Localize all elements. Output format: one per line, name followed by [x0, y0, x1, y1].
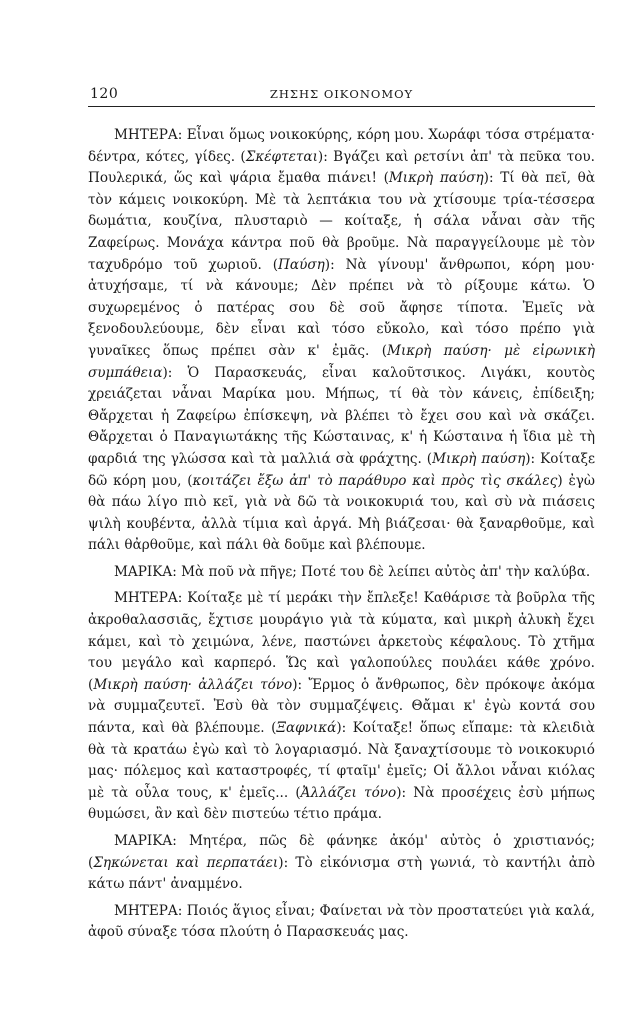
dialogue-paragraph — [88, 125, 595, 557]
stage-direction: Μικρὴ παύση· μὲ εἰρωνικὴ συμπάθεια — [88, 342, 595, 381]
page-number: 120 — [90, 86, 119, 102]
dialogue-paragraph — [88, 901, 595, 944]
stage-direction: Μικρὴ παύση — [432, 450, 526, 467]
stage-direction: Μικρὴ παύση· ἀλλάζει τόνο — [93, 676, 293, 693]
body-text — [88, 125, 595, 944]
book-page — [88, 86, 595, 949]
dialogue-paragraph — [88, 831, 595, 896]
dialogue-text: ΜΑΡΙΚΑ: Μητέρα, πῶς δὲ φάνηκε ἀκόμ' αὐτὸς ὁ χριστιανός; ( — [88, 833, 595, 871]
dialogue-text: ): Κοίταξε δῶ κόρη μου, ( — [88, 450, 596, 489]
dialogue-paragraph — [88, 588, 595, 826]
dialogue-text: ): Νὰ προσέχεις ἐσὺ μήπως θυμώσει, ἂν καὶ δὲν πιστεύω τέτιο πράμα. — [88, 784, 595, 823]
dialogue-text: ΜΗΤΕΡΑ: Εἶναι ὅμως νοικοκύρης, κόρη μου. Χωράφι τόσα στρέματα· δέντρα, κότες, γίδες. ( — [88, 127, 595, 165]
dialogue-text: ): Τί θὰ πεῖ, θὰ τὸν κάμεις νοικοκύρη. Μὲ τὰ λεπτάκια του νὰ χτίσουμε τρία-τέσσερα δωμάτια, κουζίνα, πλυσταριὸ — κοίταξε, ἡ σάλα νἆναι σὰν τῆς Ζαφείρως. Μονάχα κάντρα ποῦ θὰ βροῦμε. Νὰ παραγγείλουμε μὲ τὸν ταχυδρόμο τοῦ χωριοῦ. ( — [88, 170, 596, 273]
stage-direction: Παύση — [278, 256, 325, 273]
stage-direction: Σηκώνεται καὶ περπατάει — [93, 854, 279, 871]
dialogue-text: ): Ὁ Παρασκευάς, εἶναι καλοῦτσικος. Λιγάκι, κουτὸς χρειάζεται νἆναι Μαρίκα μου. Μήπως, τί θὰ τὸν κάνεις, ἐπίδειξη; Θἄρχεται ἡ Ζαφείρω ἐπίσκεψη, νὰ βλέπει τὸ ἔχει σου καὶ νὰ σκάζει. Θἄρχεται ὁ Παναγιωτάκης τῆς Κώσταινας, κ' ἡ Κώσταινα ἡ ἴδια μὲ τὴ φαρδιά της γλώσσα καὶ τὰ μαλλιά σὰ φράχτης. ( — [88, 364, 595, 467]
running-title: ΖΗΣΗΣ ΟΙΚΟΝΟΜΟΥ — [269, 87, 414, 101]
dialogue-text: ΜΗΤΕΡΑ: Ποιός ἅγιος εἶναι; Φαίνεται νὰ τὸν προστατεύει γιὰ καλά, ἀφοῦ σύναξε τόσα πλούτη ὁ Παρασκευάς μας. — [88, 902, 595, 941]
stage-direction: Σκέφτεται — [245, 148, 318, 165]
dialogue-text: ): Κοίταξε! ὅπως εἴπαμε: τὰ κλειδιὰ θὰ τὰ κρατάω ἐγὼ καὶ τὸ λογαριασμό. Νὰ ξαναχτίσουμε τὸ νοικοκυριό μας· πόλεμος καὶ καταστροφές, τί φταῖμ' ἐμεῖς; Οἱ ἄλλοι νἆναι κιόλας μὲ τὰ οὖλα τους, κ' ἐμεῖς... ( — [88, 720, 595, 801]
dialogue-text: ) ἐγὼ θὰ πάω λίγο πιὸ κεῖ, γιὰ νὰ δῶ τὰ νοικοκυριά του, καὶ σὺ νὰ πιάσεις ψιλὴ κουβέντα, ἀλλὰ τίμια καὶ ἀργά. Μὴ βιάζεσαι· θὰ ξαναρθοῦμε, καὶ πάλι θἀρθοῦμε, καὶ πάλι θὰ δοῦμε καὶ βλέπουμε. — [88, 472, 595, 554]
dialogue-paragraph — [88, 562, 595, 584]
dialogue-text: ): Βγάζει καὶ ρετσίνι ἀπ' τὰ πεῦκα του. Πουλερικά, ὥς καὶ ψάρια ἔμαθα πιάνει! ( — [88, 148, 595, 187]
stage-direction: Ἀλλάζει τόνο — [300, 784, 397, 801]
dialogue-text: ): Τὸ εἰκόνισμα στὴ γωνιά, τὸ καντήλι ἀπὸ κάτω πάντ' ἀναμμένο. — [88, 854, 596, 893]
page-header — [88, 86, 595, 107]
dialogue-text: ): Ἔρμος ὁ ἄνθρωπος, δὲν πρόκοψε ἀκόμα νὰ συμμαζευτεῖ. Ἐσὺ θὰ τὸν συμμαζέψεις. Θἄμαι κ' ἐγὼ κοντά σου πάντα, καὶ θὰ βλέπουμε. ( — [88, 676, 595, 737]
stage-direction: Ξαφνικά — [276, 720, 337, 737]
stage-direction: Μικρὴ παύση — [388, 170, 484, 187]
dialogue-text: ΜΑΡΙΚΑ: Μὰ ποῦ νὰ πῆγε; Ποτέ του δὲ λείπει αὐτὸς ἀπ' τὴν καλύβα. — [114, 563, 591, 580]
stage-direction: κοιτάζει ἔξω ἀπ' τὸ παράθυρο καὶ πρὸς τὶς σκάλες — [192, 472, 558, 489]
dialogue-text: ΜΗΤΕΡΑ: Κοίταξε μὲ τί μεράκι τὴν ἔπλεξε! Καθάρισε τὰ βοῦρλα τῆς ἀκροθαλασσιᾶς, ἔχτισε μουράγιο γιὰ τὰ κύματα, καὶ μικρὴ ἀλυκὴ ἔχει κάμει, καὶ τὸ χειμώνα, λένε, παστώνει ἀρκετοὺς κέφαλους. Τὸ χτῆμα του μεγάλο καὶ καρπερό. Ὥς καὶ γαλοπούλες πουλάει κάθε χρόνο. ( — [88, 590, 595, 693]
dialogue-text: ): Νὰ γίνουμ' ἄνθρωποι, κόρη μου· ἀτυχήσαμε, τί νὰ κάνουμε; Δὲν πρέπει νὰ τὸ ρίξουμε κάτω. Ὁ συχωρεμένος ὁ πατέρας σου δὲ σοῦ ἄφησε τίποτα. Ἐμεῖς νὰ ξενοδουλεύουμε, δὲν εἶναι καὶ τόσο εὔκολο, καὶ τόσο πρέπο γιὰ γυναῖκες ὅπως πρέπει σὰν κ' ἐμᾶς. ( — [88, 256, 595, 359]
